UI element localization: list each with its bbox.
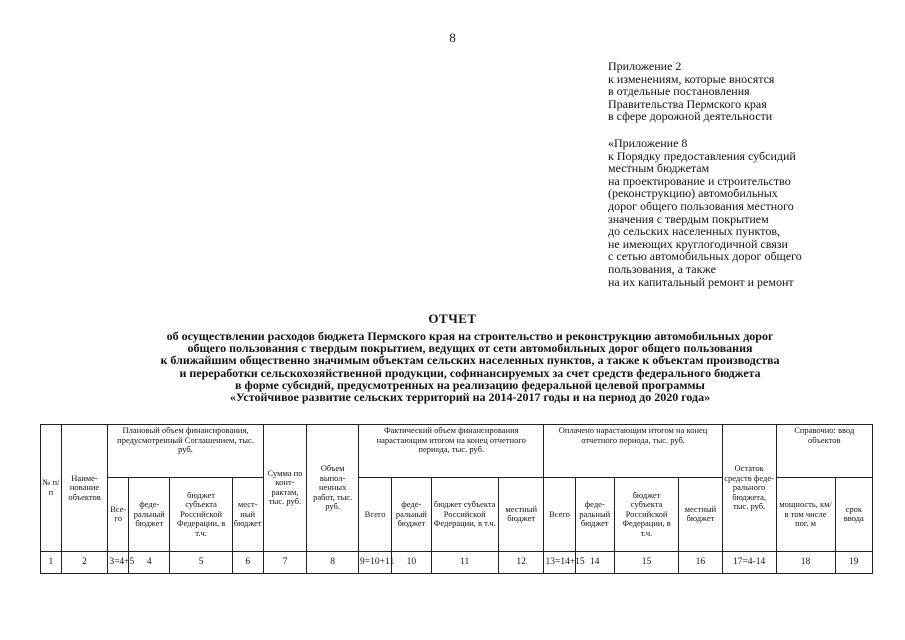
- column-number-cell: 16: [679, 551, 723, 573]
- appendix-8-line: местным бюджетам: [608, 161, 710, 176]
- subheader-local-budget: местный бюджет: [498, 478, 544, 551]
- appendix-8-line: значения с твердым покрытием: [608, 211, 769, 226]
- column-number-cell: 8: [307, 551, 359, 573]
- page-number: 8: [449, 30, 456, 45]
- column-number-cell: 11: [431, 551, 498, 573]
- report-table: [40, 424, 873, 574]
- column-number-cell: 14: [575, 551, 614, 573]
- appendix-8-line: (реконструкцию) автомобильных: [608, 186, 778, 201]
- column-number-cell: 9=10+11: [359, 551, 392, 573]
- column-number-cell: 1: [41, 551, 62, 573]
- column-number-cell: 18: [776, 551, 835, 573]
- subheader-regional-budget: бюджет субъекта Российской Федерации, в т.ч.: [614, 478, 678, 551]
- appendix-8-line: дорог общего пользования местного: [608, 198, 794, 213]
- appendix-8-line: «Приложение 8: [608, 136, 688, 150]
- header-work-volume: Объем выпол-ненных работ, тыс. руб.: [307, 425, 359, 552]
- column-number-cell: 6: [232, 551, 263, 573]
- appendix-8-line: на проектирование и строительство: [608, 173, 791, 188]
- header-object-name: Наиме-нование объектов: [61, 425, 108, 552]
- column-number-cell: 19: [835, 551, 872, 573]
- subheader-regional-budget: бюджет субъекта Российской Федерации, в т.ч.: [170, 478, 232, 551]
- header-federal-remainder: Остаток средств феде-рального бюджета, тыс. руб.: [722, 425, 776, 552]
- header-reference: Справочно: ввод объектов: [776, 425, 872, 478]
- header-contract-sum: Сумма по конт-рактам, тыс. руб.: [263, 425, 307, 552]
- subheader-deadline: срок ввода: [835, 478, 872, 551]
- subheader-total: Всего: [359, 478, 392, 551]
- report-subtitle-line: к ближайшим общественно значимым объектам сельских населенных пунктов, а также к объектам производства: [160, 353, 780, 368]
- subheader-local-budget: местный бюджет: [679, 478, 723, 551]
- subheader-local-budget: мест-ный бюджет: [232, 478, 263, 551]
- report-subtitle-line: и переработки сельскохозяйственной продукции, софинансируемых за счет средств федерального бюджета: [179, 365, 761, 380]
- appendix-2-caption: [608, 60, 898, 123]
- appendix-2-line: Правительства Пермского края: [608, 96, 767, 111]
- report-subtitle-line: общего пользования с твердым покрытием, ведущих от сети автомобильных дорог общего пользования: [187, 341, 753, 356]
- report-subtitle-line: «Устойчивое развитие сельских территорий на 2014-2017 годы и на период до 2020 года»: [229, 390, 711, 405]
- appendix-8-line: до сельских населенных пунктов,: [608, 224, 780, 239]
- appendix-2-line: к изменениям, которые вносятся: [608, 71, 775, 86]
- header-actual-financing: Фактический объем финансирования нарастающим итогом на конец отчетного периода, тыс. руб.: [359, 425, 544, 478]
- appendix-2-line: Приложение 2: [608, 59, 682, 73]
- report-subtitle: [60, 330, 880, 403]
- report-subtitle-line: в форме субсидий, предусмотренных на реализацию федеральной целевой программы: [235, 377, 705, 392]
- subheader-regional-budget: бюджет субъекта Российской Федерации, в т.ч.: [431, 478, 498, 551]
- appendix-8-line: с сетью автомобильных дорог общего: [608, 249, 802, 264]
- subheader-federal-budget: феде-ральный бюджет: [392, 478, 431, 551]
- subheader-federal-budget: феде-ральный бюджет: [129, 478, 170, 551]
- report-title: ОТЧЕТ: [428, 311, 477, 326]
- column-number-cell: 12: [498, 551, 544, 573]
- header-paid: Оплачено нарастающим итогом на конец отчетного периода, тыс. руб.: [544, 425, 722, 478]
- appendix-8-line: на их капитальный ремонт и ремонт: [608, 274, 794, 289]
- column-number-cell: 10: [392, 551, 431, 573]
- column-number-cell: 13=14+15: [544, 551, 575, 573]
- subheader-total: Все-го: [108, 478, 129, 551]
- appendix-8-line: не имеющих круглогодичной связи: [608, 236, 788, 251]
- column-number-cell: 15: [614, 551, 678, 573]
- subheader-federal-budget: феде-ральный бюджет: [575, 478, 614, 551]
- report-subtitle-line: об осуществлении расходов бюджета Пермского края на строительство и реконструкцию автомобильных дорог: [166, 329, 774, 343]
- appendix-2-line: в сфере дорожной деятельности: [608, 109, 773, 124]
- subheader-capacity: мощность, км/ в том числе пог. м: [776, 478, 835, 551]
- column-number-cell: 3=4+5: [108, 551, 129, 573]
- header-number: № п/п: [41, 425, 62, 552]
- column-number-cell: 17=4-14: [722, 551, 776, 573]
- appendix-8-line: пользования, а также: [608, 261, 716, 276]
- column-number-cell: 4: [129, 551, 170, 573]
- appendix-2-line: в отдельные постановления: [608, 84, 750, 99]
- column-number-cell: 2: [61, 551, 108, 573]
- column-number-cell: 5: [170, 551, 232, 573]
- subheader-total: Всего: [544, 478, 575, 551]
- appendix-8-line: к Порядку предоставления субсидий: [608, 148, 796, 163]
- header-planned-financing: Плановый объем финансирования, предусмотренный Соглашением, тыс. руб.: [108, 425, 263, 478]
- appendix-8-caption: [608, 137, 898, 288]
- column-number-cell: 7: [263, 551, 307, 573]
